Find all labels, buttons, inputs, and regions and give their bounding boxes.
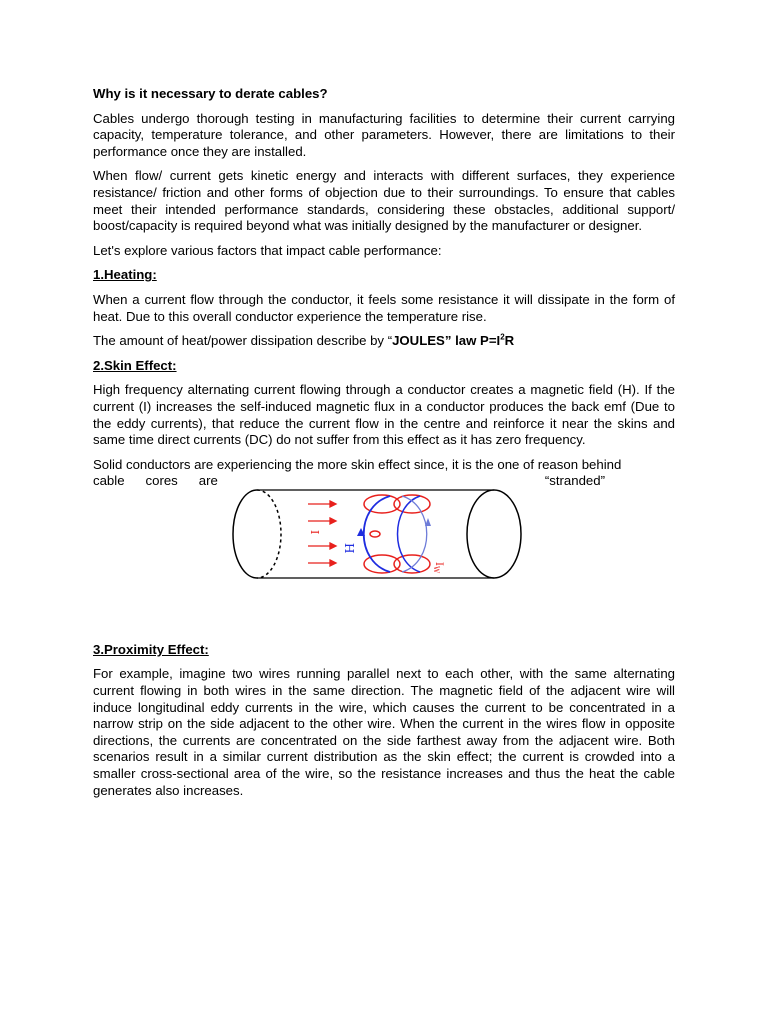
skin-effect-figure (93, 490, 675, 642)
intro-paragraph-3: Let's explore various factors that impact cable performance: (93, 242, 442, 258)
word-cable: cable (93, 473, 125, 489)
skin-effect-heading: 2.Skin Effect: (93, 357, 177, 373)
word-cores: cores (145, 473, 178, 489)
magnetic-field-line-mid (398, 496, 421, 572)
skin-effect-paragraph-2: Solid conductors are experiencing the more skin effect since, it is the one of reason behind (93, 456, 622, 472)
document-body (93, 86, 675, 807)
label-h-field: H (342, 542, 356, 554)
page-title: Why is it necessary to derate cables? (93, 86, 328, 101)
cylinder-left-front-arc (233, 490, 257, 578)
label-eddy-current: $I_W$ (432, 561, 444, 574)
proximity-effect-paragraph-1: For example, imagine two wires running parallel next to each other, with the same alternating current flowing in both wires in the same direction. The magnetic field of the adjacent wire will induce longitudinal eddy currents in the wire, which causes the current to be concentrated in a narrow strip on the side adjacent to the other wire. When the current in the wires flow in opposite directions, the currents are concentrated on the side farthest away from the adjacent wire. Both scenarios result in a similar current distribution as the skin effect; the current is crowded into a smaller cross-sectional area of the wire, so the resistance increases and thus the heat the cable generates also increases. (93, 666, 675, 798)
joules-law-text: JOULES” law P=I (392, 333, 501, 349)
intro-paragraph-2: When flow/ current gets kinetic energy and interacts with different surfaces, they experience resistance/ friction and other forms of objection due to their surroundings. To ensure that cables meet their intended performance standards, considering these obstacles, additional support/ boost/capacity is required beyond what was initially designed by the manufacturer or designer. (93, 168, 675, 234)
joules-law (392, 333, 514, 348)
joules-law-exponent: 2 (500, 332, 505, 342)
magnetic-field-line-left (364, 496, 390, 572)
conductor-diagram (230, 488, 530, 588)
heating-heading: 1.Heating: (93, 267, 157, 283)
proximity-effect-heading: 3.Proximity Effect: (93, 641, 209, 657)
label-current: I (308, 529, 321, 535)
joules-prefix: The amount of heat/power dissipation describe by “ (93, 333, 393, 349)
word-stranded: “stranded” (544, 473, 605, 489)
cylinder-left-back-arc (257, 490, 281, 578)
intro-paragraph-1: Cables undergo thorough testing in manufacturing facilities to determine their current carrying capacity, temperature tolerance, and other parameters. However, there are limitations to their performance once they are installed. (93, 110, 675, 159)
skin-effect-paragraph-1: High frequency alternating current flowing through a conductor creates a magnetic field (H). If the current (I) increases the self-induced magnetic flux in a conductor produces the back emf (Due to the eddy currents), that reduce the current flow in the centre and reinforce it near the skins and same time direct currents (DC) do not suffer from this effect as it has zero frequency. (93, 382, 675, 448)
heating-paragraph-2 (93, 333, 675, 350)
joules-law-suffix: R (504, 333, 515, 349)
word-are: are (198, 473, 218, 489)
heating-paragraph-1: When a current flow through the conductor, it feels some resistance it will dissipate in the form of heat. Due to this overall conductor experience the temperature rise. (93, 291, 675, 324)
cylinder-right-end (467, 490, 521, 578)
